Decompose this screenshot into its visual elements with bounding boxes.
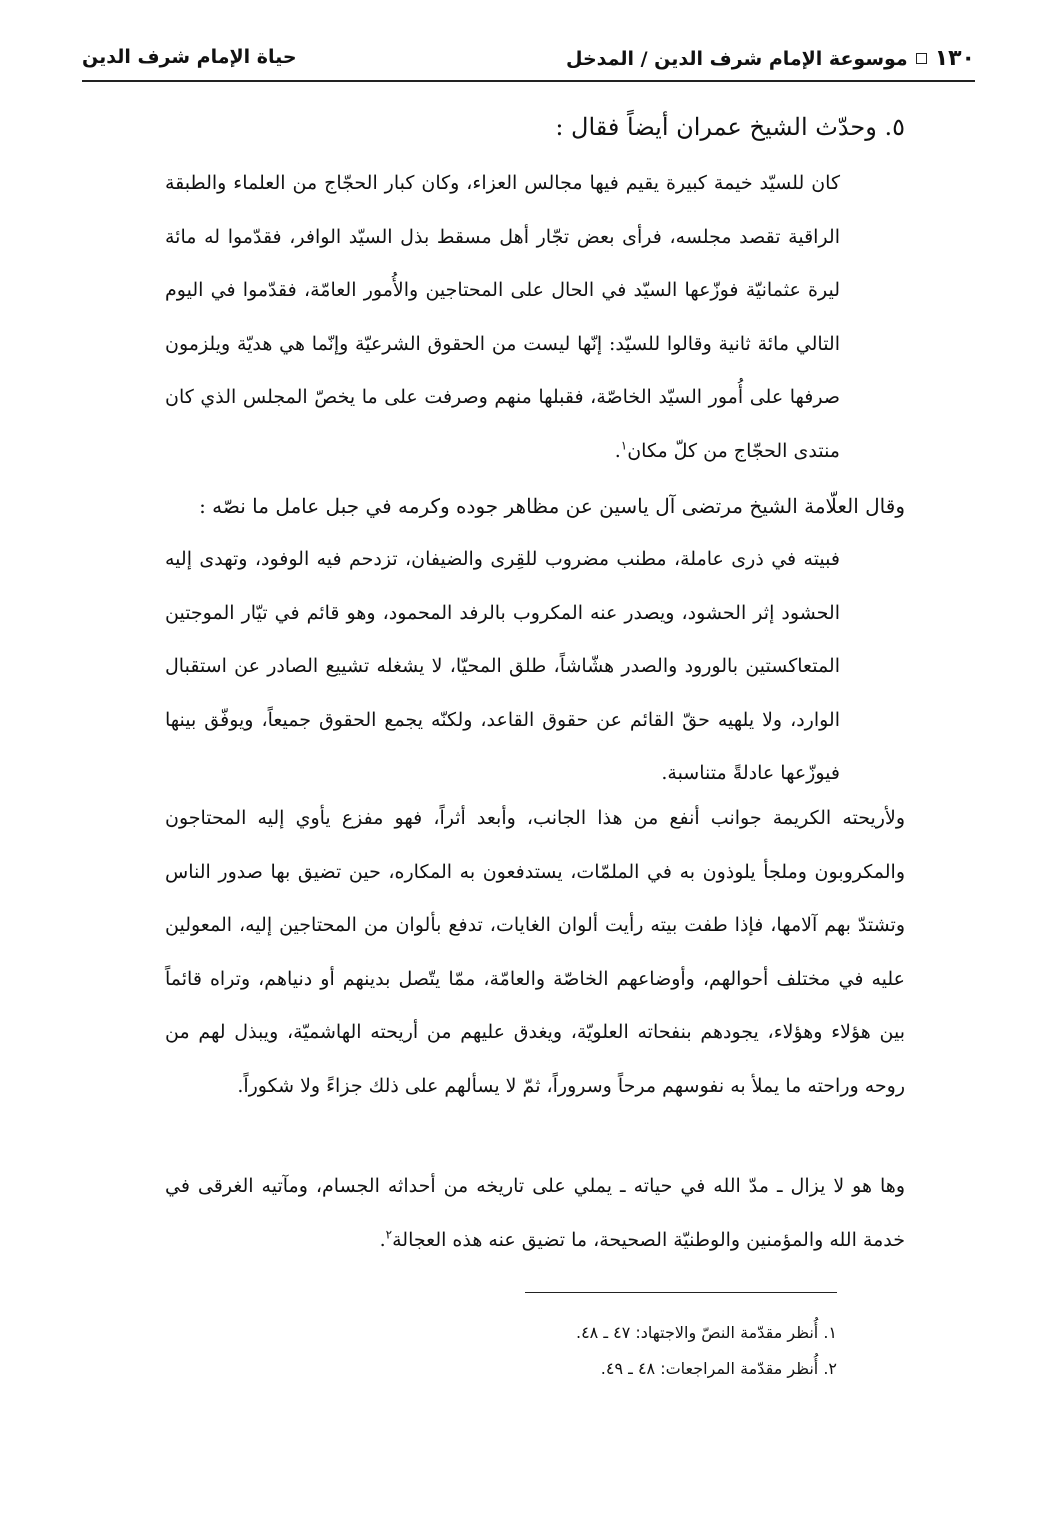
header-right-group xyxy=(566,46,975,71)
square-icon xyxy=(916,53,927,64)
running-header xyxy=(82,40,975,82)
footnote-ref-2: ٢ xyxy=(385,1227,393,1242)
footnote-2: ٢. أُنظر مقدّمة المراجعات: ٤٨ ـ ٤٩. xyxy=(600,1359,837,1378)
footnote-ref-1: ١ xyxy=(620,438,628,453)
paragraph-2: وقال العلّامة الشيخ مرتضى آل ياسين عن مظاهر جوده وكرمه في جبل عامل ما نصّه : xyxy=(199,494,905,518)
paragraph-5: وها هو لا يزال ـ مدّ الله في حياته ـ يملي على تاريخه من أحداثه الجسام، ومآتيه الغرقى في خدمة الله والمؤمنين والوطنيّة الصحيحة، ما تضيق عنه هذه العجالة$^٢$. xyxy=(165,1175,905,1251)
footnote-divider xyxy=(525,1292,837,1293)
footnotes xyxy=(576,1315,837,1387)
book-title: موسوعة الإمام شرف الدين / المدخل xyxy=(565,47,908,70)
paragraph-1-text: كان للسيّد خيمة كبيرة يقيم فيها مجالس العزاء، وكان كبار الحجّاج من العلماء والطبقة الراقية تقصد مجلسه، فرأى بعض تجّار أهل مسقط بذل السيّد الوافر، فقدّموا له مائة ليرة عثمانيّة فوزّعها السيّد في الحال على المحتاجين والأُمور العامّة، فقدّموا في اليوم التالي مائة ثانية وقالوا للسيّد: إنّها ليست من الحقوق الشرعيّة وإنّما هي هديّة ويلزمون صرفها على أُمور السيّد الخاصّة، فقبلها منهم وصرفت على ما يخصّ المجلس الذي كان منتدى الحجّاج من كلّ مكان xyxy=(165,172,840,462)
section-title: حياة الإمام شرف الدين xyxy=(82,46,297,68)
paragraph-1: كان للسيّد خيمة كبيرة يقيم فيها مجالس العزاء، وكان كبار الحجّاج من العلماء والطبقة الراقية تقصد مجلسه، فرأى بعض تجّار أهل مسقط بذل السيّد الوافر، فقدّموا له مائة ليرة عثمانيّة فوزّعها السيّد في الحال على المحتاجين والأُمور العامّة، فقدّموا في اليوم التالي مائة ثانية وقالوا للسيّد: إنّها ليست من الحقوق الشرعيّة وإنّما هي هديّة ويلزمون صرفها على أُمور السيّد الخاصّة، فقبلها منهم وصرفت على ما يخصّ المجلس الذي كان منتدى الحجّاج من كلّ مكان$^١$. xyxy=(165,172,840,462)
paragraph-4: ولأريحته الكريمة جوانب أنفع من هذا الجانب، وأبعد أثراً، فهو مفزع يأوي إليه المحتاجون والمكروبون وملجأ يلوذون به في الملمّات، يستدفعون به المكاره، حين تضيق بها صدور الناس وتشتدّ بهم آلامها، فإذا طفت بيته رأيت ألوان الغايات، تدفع بألوان من المحتاجين إليه، المعولين عليه في مختلف أحوالهم، وأوضاعهم الخاصّة والعامّة، ممّا يتّصل بدينهم أو دنياهم، وتراه قائماً بين هؤلاء وهؤلاء، يجودهم بنفحاته العلويّة، ويغدق عليهم من أريحته الهاشميّة، ويبذل لهم من روحه وراحته ما يملأ به نفوسهم مرحاً وسروراً، ثمّ لا يسألهم على ذلك جزاءً ولا شكوراً. xyxy=(165,807,905,1097)
footnote-1: ١. أُنظر مقدّمة النصّ والاجتهاد: ٤٧ ـ ٤٨. xyxy=(575,1323,837,1342)
paragraph-5-text: وها هو لا يزال ـ مدّ الله في حياته ـ يملي على تاريخه من أحداثه الجسام، ومآتيه الغرقى في خدمة الله والمؤمنين والوطنيّة الصحيحة، ما تضيق عنه هذه العجالة xyxy=(165,1175,905,1251)
paragraph-3: فبيته في ذرى عاملة، مطنب مضروب للقِرى والضيفان، تزدحم فيه الوفود، وتهدى إليه الحشود إثر الحشود، ويصدر عنه المكروب بالرفد المحمود، وهو قائم في تيّار الموجتين المتعاكستين بالورود والصدر هشّاشاً، طلق المحيّا، لا يشغله تشييع الصادر عن استقبال الوارد، ولا يلهيه حقّ القائم عن حقوق القاعد، ولكنّه يجمع الحقوق جميعاً، ويوفّق بينها فيوزّعها عادلةً متناسبة. xyxy=(165,548,840,784)
page-number: ١٣٠ xyxy=(934,46,975,71)
section-heading: ٥. وحدّث الشيخ عمران أيضاً فقال : xyxy=(555,113,905,141)
